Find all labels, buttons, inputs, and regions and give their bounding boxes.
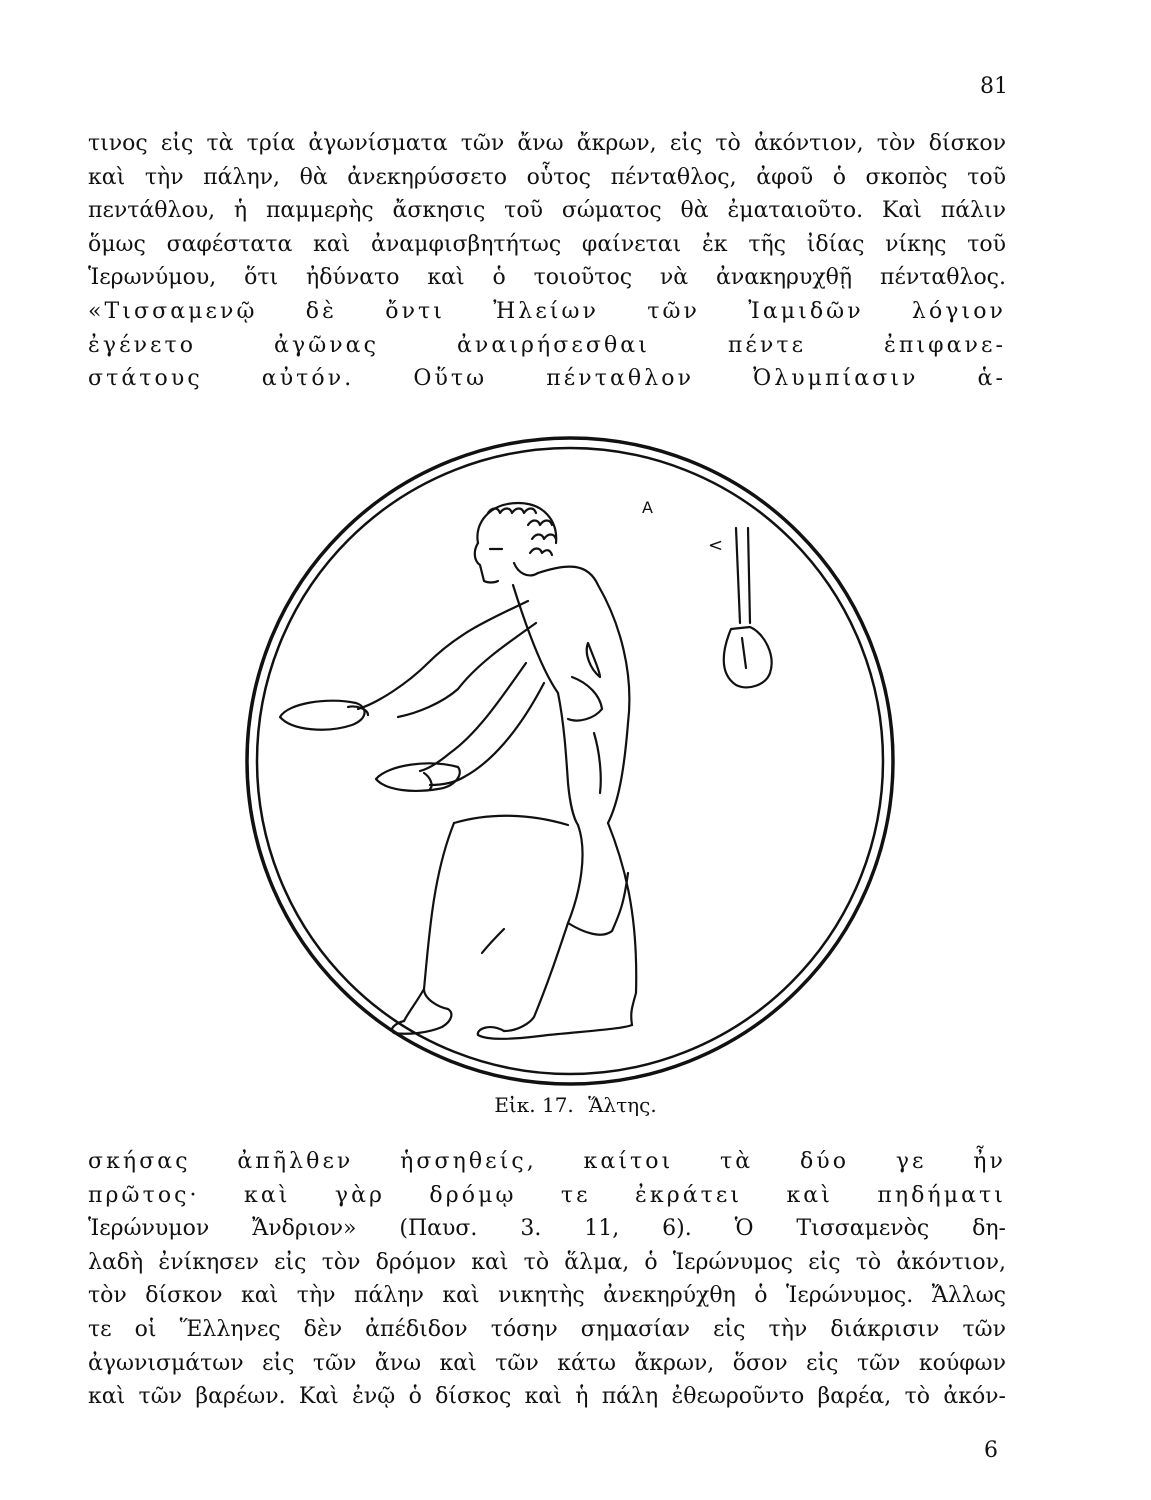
figure-vase-medallion xyxy=(228,433,928,1093)
text-line: πεντάθλου, ἡ παμμερὴς ἄσκησις τοῦ σώματος θὰ ἐματαιοῦτο. Καὶ πάλιν xyxy=(88,198,1006,224)
inscription-letter: < xyxy=(708,535,724,556)
inscription-letter: A xyxy=(642,498,653,517)
text-line: ἀγωνισμάτων εἰς τῶν ἄνω καὶ τῶν κάτω ἄκρων, ὅσον εἰς τῶν κούφων xyxy=(88,1350,1006,1376)
halter-drawing xyxy=(228,433,928,1093)
text-line: τὸν δίσκον καὶ τὴν πάλην καὶ νικητὴς ἀνεκηρύχθη ὁ Ἱερώνυμος. Ἄλλως xyxy=(88,1283,1006,1309)
figure-caption xyxy=(0,1093,1151,1117)
signature-mark: 6 xyxy=(984,1438,998,1463)
text-line: Ἱερώνυμον Ἄνδριον» (Παυσ. 3. 11, 6). Ὁ Τισσαμενὸς δη- xyxy=(88,1216,1006,1242)
quotation-line: ἐγένετο ἀγῶνας ἀναιρήσεσθαι πέντε ἐπιφανε- xyxy=(88,332,1006,358)
quotation-line: σκήσας ἀπῆλθεν ἡσσηθείς, καίτοι τὰ δύο γε ἦν xyxy=(88,1149,1006,1174)
caption-label: Εἰκ. 17. xyxy=(494,1093,574,1117)
text-line: λαδὴ ἐνίκησεν εἰς τὸν δρόμον καὶ τὸ ἅλμα, ὁ Ἱερώνυμος εἰς τὸ ἀκόντιον, xyxy=(88,1249,1006,1275)
quotation-line: στάτους αὐτόν. Οὕτω πένταθλον Ὀλυμπίασιν ἁ- xyxy=(88,366,1006,392)
text-line: τε οἱ Ἕλληνες δὲν ἀπέδιδον τόσην σημασίαν εἰς τὴν διάκρισιν τῶν xyxy=(88,1316,1006,1342)
quotation-line: «Τισσαμενῷ δὲ ὄντι Ἠλείων τῶν Ἰαμιδῶν λόγιον xyxy=(88,298,1006,324)
quotation-line: πρῶτος· καὶ γὰρ δρόμῳ τε ἐκράτει καὶ πηδήματι xyxy=(88,1182,1006,1208)
caption-title: Ἅλτης. xyxy=(588,1093,657,1117)
text-line: καὶ τῶν βαρέων. Καὶ ἐνῷ ὁ δίσκος καὶ ἡ πάλη ἐθεωροῦντο βαρέα, τὸ ἀκόν- xyxy=(88,1384,1006,1410)
page-number: 81 xyxy=(980,74,1008,99)
text-line: καὶ τὴν πάλην, θὰ ἀνεκηρύσσετο οὗτος πένταθλος, ἀφοῦ ὁ σκοπὸς τοῦ xyxy=(88,164,1006,190)
text-line: Ἱερωνύμου, ὅτι ἠδύνατο καὶ ὁ τοιοῦτος νὰ ἀνακηρυχθῇ πένταθλος. xyxy=(88,265,1006,291)
body-text-bottom xyxy=(88,1145,1006,1414)
text-line: ὅμως σαφέστατα καὶ ἀναμφισβητήτως φαίνεται ἐκ τῆς ἰδίας νίκης τοῦ xyxy=(88,231,1006,257)
text-line: τινος εἰς τὰ τρία ἀγωνίσματα τῶν ἄνω ἄκρων, εἰς τὸ ἀκόντιον, τὸν δίσκον xyxy=(88,131,1006,156)
body-text-top xyxy=(88,127,1006,396)
